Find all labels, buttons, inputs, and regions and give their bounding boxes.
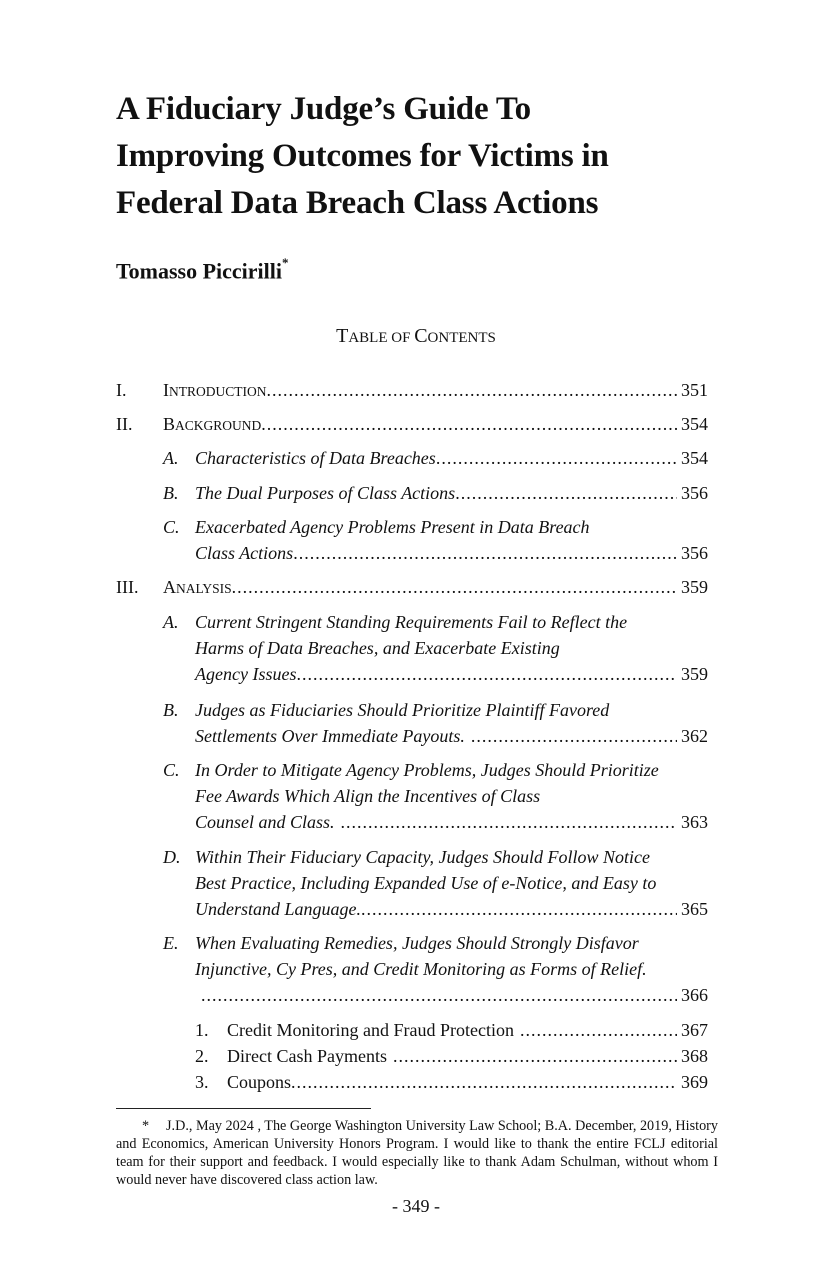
footnote-divider: [116, 1108, 371, 1109]
dot-leader: [291, 1069, 677, 1095]
subsection-title: The Dual Purposes of Class Actions: [195, 483, 456, 503]
toc-line: [195, 661, 708, 687]
subsection-title-line2: Injunctive, Cy Pres, and Credit Monitoring as Forms of Relief.: [195, 959, 647, 979]
item-number: 1.: [195, 1020, 209, 1040]
page-ref: 362: [681, 726, 708, 746]
page-number: - 349 -: [392, 1196, 440, 1216]
subsection-letter: B.: [163, 700, 179, 720]
dot-leader: [232, 574, 677, 600]
title-line-2: Improving Outcomes for Victims in: [116, 138, 609, 174]
item-title: Coupons: [227, 1072, 292, 1092]
toc-line: [195, 809, 708, 835]
toc-heading: [0, 325, 832, 348]
dot-leader: [261, 411, 677, 437]
dot-leader: [296, 661, 677, 687]
subsection-title-line3: Counsel and Class.: [195, 812, 335, 832]
dot-leader: [267, 377, 678, 403]
page-ref: 369: [681, 1072, 708, 1092]
footnote: [116, 1117, 718, 1189]
author-name: [116, 255, 289, 284]
toc-heading-ontents: ONTENTS: [427, 330, 496, 346]
toc-heading-able: ABLE OF: [348, 330, 415, 346]
toc-line: [195, 480, 708, 506]
toc-line: [163, 574, 708, 602]
title-line-1: A Fiduciary Judge’s Guide To: [116, 91, 531, 127]
toc-line: [201, 982, 708, 1008]
toc-line: [163, 411, 708, 439]
subsection-title-line1: Judges as Fiduciaries Should Prioritize Plaintiff Favored: [195, 700, 610, 720]
toc-line: [227, 1043, 708, 1069]
dot-leader: [293, 540, 677, 566]
page-ref: 367: [681, 1020, 708, 1040]
toc-heading-c: C: [414, 325, 428, 347]
page-ref: 366: [681, 985, 708, 1005]
item-number: 2.: [195, 1046, 209, 1066]
subsection-title-line2: Best Practice, Including Expanded Use of e-Notice, and Easy to: [195, 873, 657, 893]
section-title: ANALYSIS: [163, 577, 232, 597]
subsection-title: Characteristics of Data Breaches: [195, 448, 436, 468]
subsection-title-line1: Exacerbated Agency Problems Present in Data Breach: [195, 517, 590, 537]
page-ref: 368: [681, 1046, 708, 1066]
page-ref: 351: [681, 380, 708, 400]
dot-leader: [387, 1043, 677, 1069]
page-ref: 354: [681, 414, 708, 434]
section-number: II.: [116, 414, 133, 434]
item-title: Credit Monitoring and Fraud Protection: [227, 1020, 514, 1040]
subsection-letter: B.: [163, 483, 179, 503]
page-ref: 359: [681, 577, 708, 597]
item-number: 3.: [195, 1072, 209, 1092]
subsection-title-line2: Class Actions: [195, 543, 294, 563]
page-ref: 363: [681, 812, 708, 832]
subsection-letter: D.: [163, 847, 181, 867]
item-title: Direct Cash Payments: [227, 1046, 387, 1066]
subsection-letter: A.: [163, 612, 179, 632]
page-ref: 359: [681, 664, 708, 684]
subsection-title-line1: Within Their Fiduciary Capacity, Judges Should Follow Notice: [195, 847, 650, 867]
subsection-letter: C.: [163, 760, 180, 780]
subsection-letter: E.: [163, 933, 179, 953]
dot-leader: [335, 809, 677, 835]
toc-line: [163, 377, 708, 405]
page-ref: 356: [681, 543, 708, 563]
subsection-title-line2: Harms of Data Breaches, and Exacerbate Existing: [195, 638, 560, 658]
author-name-text: Tomasso Piccirilli: [116, 258, 283, 284]
subsection-title-line3: Understand Language.: [195, 899, 361, 919]
page-ref: 365: [681, 899, 708, 919]
dot-leader: [201, 982, 677, 1008]
dot-leader: [455, 480, 677, 506]
subsection-title-line3: Agency Issues: [195, 664, 297, 684]
section-number: I.: [116, 380, 127, 400]
page-ref: 354: [681, 448, 708, 468]
subsection-title-line1: Current Stringent Standing Requirements Fail to Reflect the: [195, 612, 628, 632]
dot-leader: [361, 896, 677, 922]
section-title: BACKGROUND: [163, 414, 262, 434]
dot-leader: [436, 445, 677, 471]
subsection-title-line2: Fee Awards Which Align the Incentives of Class: [195, 786, 541, 806]
section-title: INTRODUCTION: [163, 380, 267, 400]
toc-line: [227, 1017, 708, 1043]
toc-line: [195, 445, 708, 471]
toc-heading-t: T: [336, 325, 349, 347]
section-number: III.: [116, 577, 139, 597]
footnote-text: J.D., May 2024 , The George Washington University Law School; B.A. December, 2019, History and Economics, American University Honors Program. I would like to thank the entire FCLJ editorial team for their support and feedback. I would especially like to thank Adam Schulman, without whom I would never have discovered class action law.: [116, 1118, 718, 1188]
footnote-mark: *: [142, 1118, 150, 1134]
dot-leader: [465, 723, 677, 749]
author-footnote-mark[interactable]: *: [282, 255, 289, 270]
article-title: [116, 86, 736, 227]
subsection-letter: A.: [163, 448, 179, 468]
dot-leader: [514, 1017, 677, 1043]
toc-line: [227, 1069, 708, 1095]
toc-line: [195, 540, 708, 566]
subsection-title-line1: When Evaluating Remedies, Judges Should Strongly Disfavor: [195, 933, 639, 953]
subsection-title-line2: Settlements Over Immediate Payouts.: [195, 726, 465, 746]
subsection-letter: C.: [163, 517, 180, 537]
toc-line: [195, 723, 708, 749]
toc-line: [195, 896, 708, 922]
title-line-3: Federal Data Breach Class Actions: [116, 185, 599, 221]
page-ref: 356: [681, 483, 708, 503]
subsection-title-line1: In Order to Mitigate Agency Problems, Judges Should Prioritize: [195, 760, 659, 780]
